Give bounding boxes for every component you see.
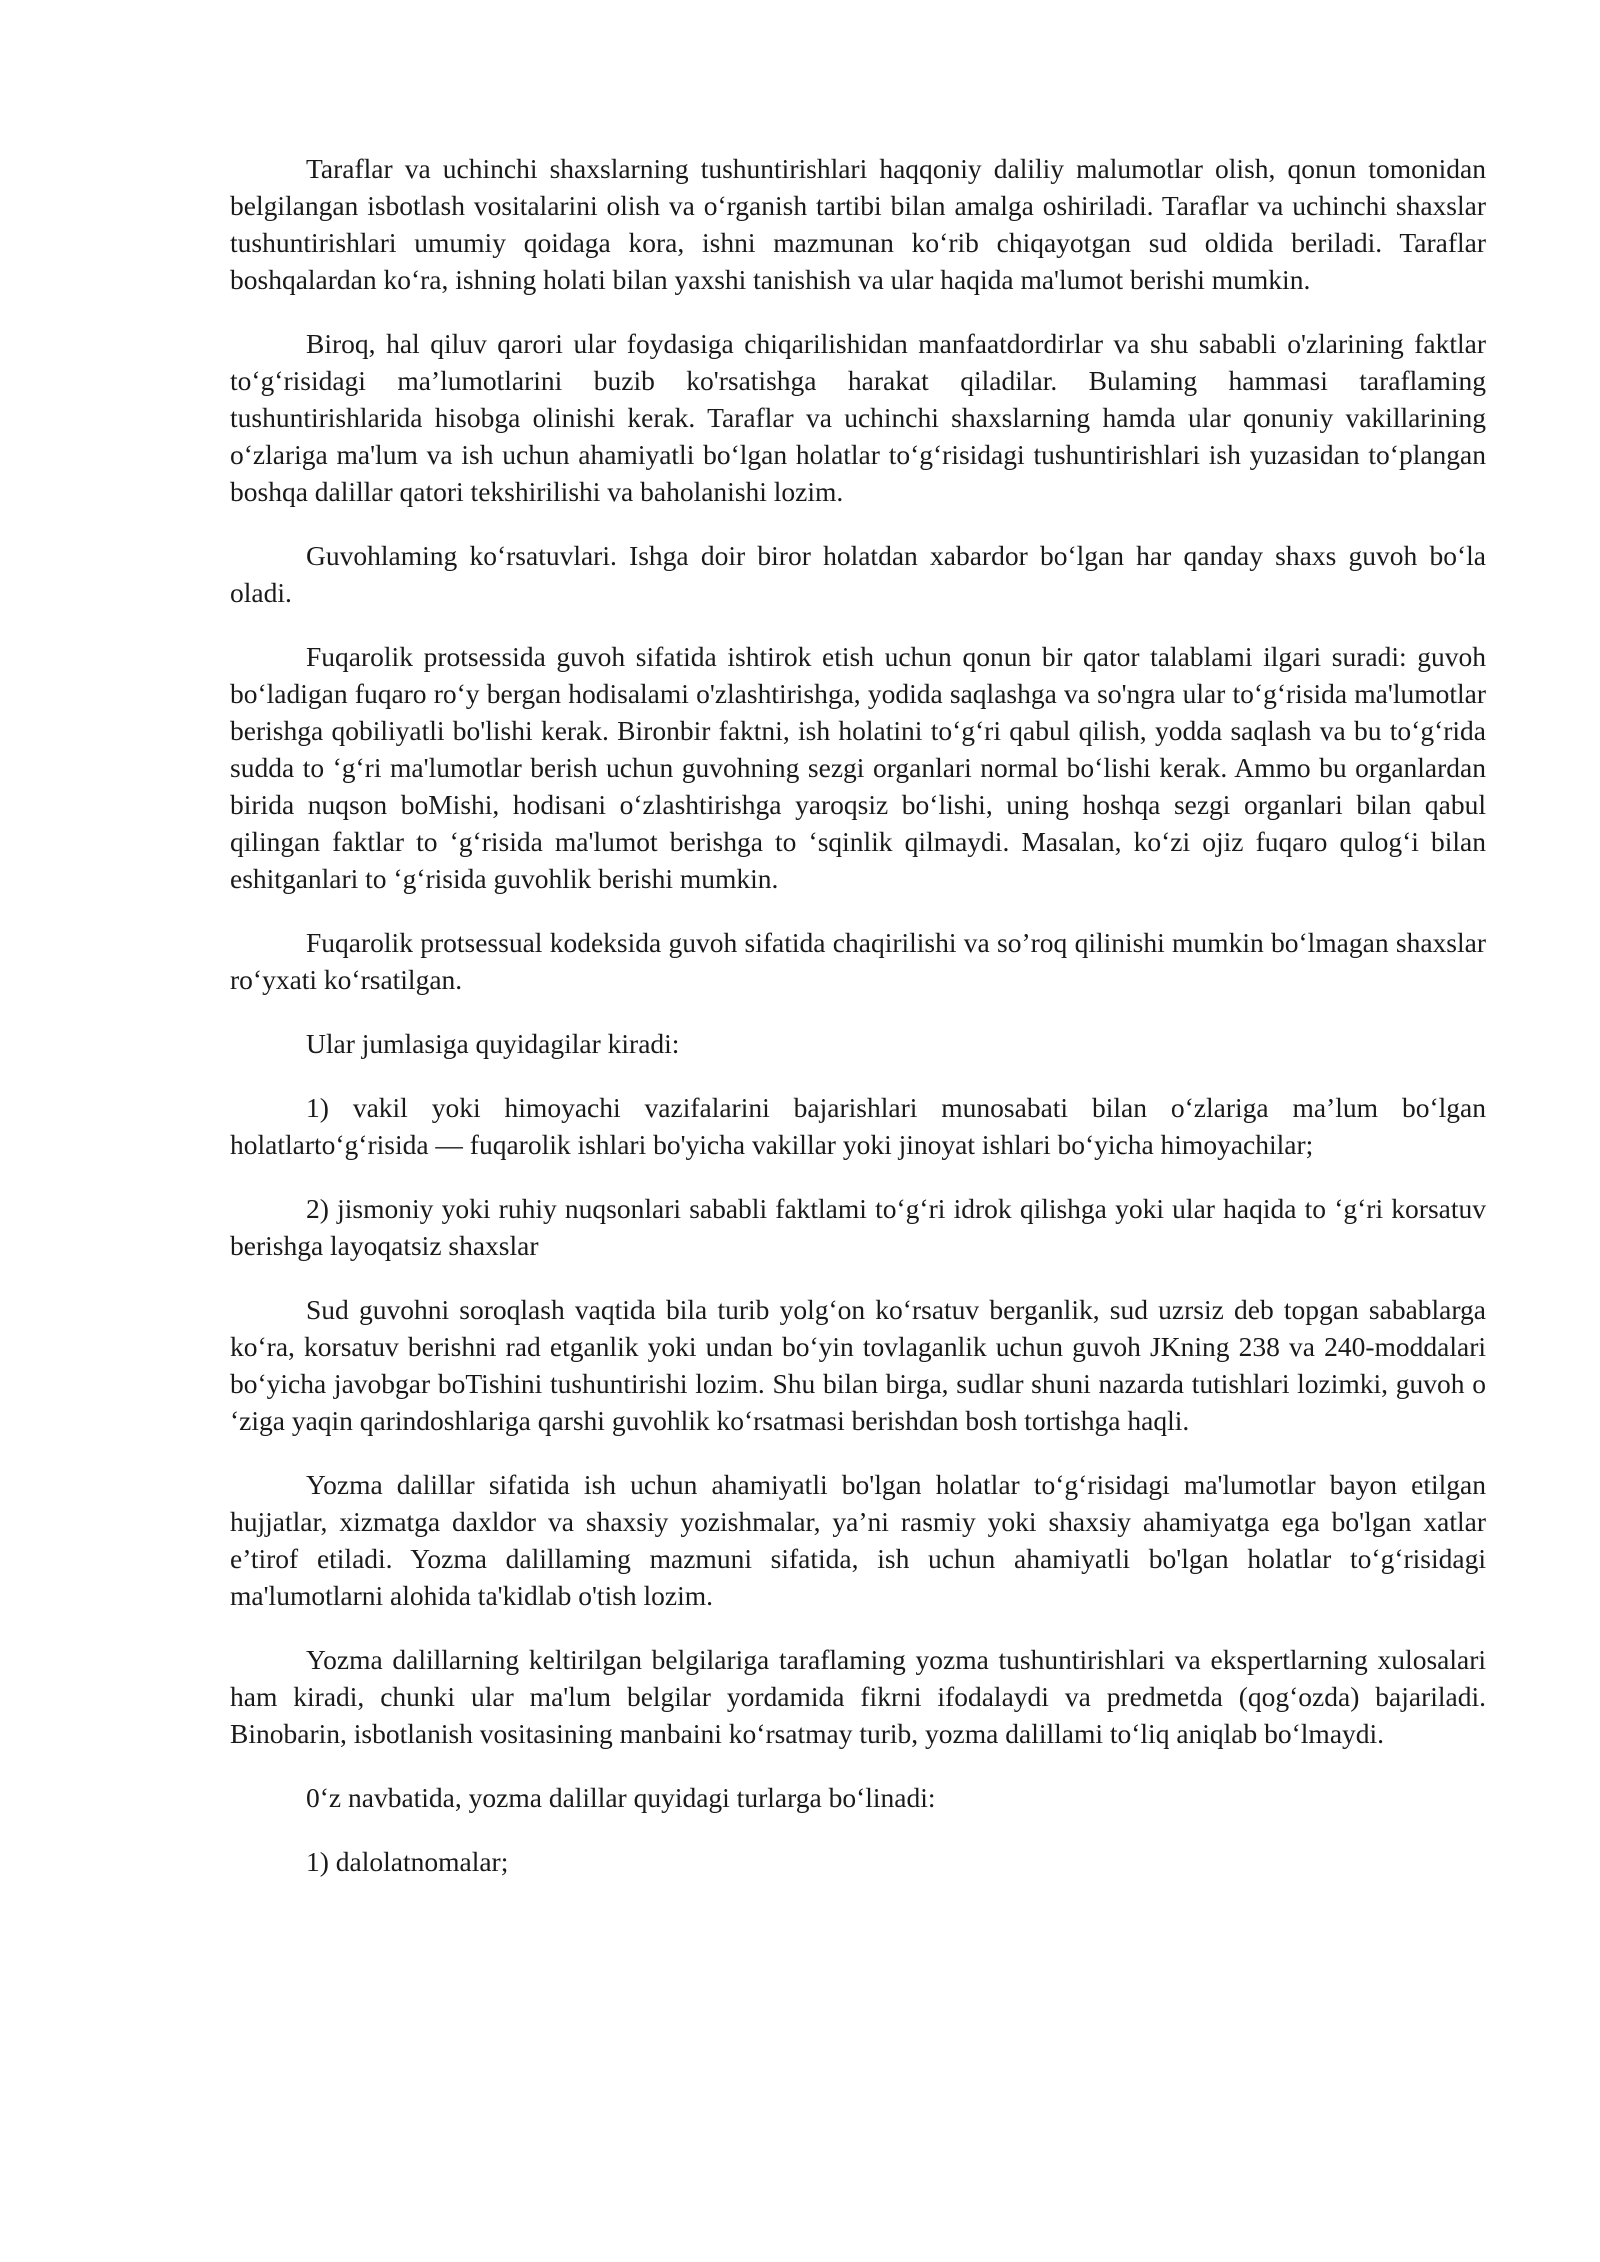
paragraph-witness-parties-explanations: Taraflar va uchinchi shaxslarning tushuntirishlari haqqoniy daliliy malumotlar olish, qonun tomonidan belgilangan isbotlash vositalarini olish va o‘rganish tartibi bilan amalga oshiriladi. Taraflar va uchinchi shaxslar tushuntirishlari umumiy qoidaga kora, ishni mazmunan ko‘rib chiqayotgan sud oldida beriladi. Taraflar boshqalardan ko‘ra, ishning holati bilan yaxshi tanishish va ular haqida ma'lumot berishi mumkin. [230,153,1486,295]
paragraph-written-evidence: Yozma dalillar sifatida ish uchun ahamiyatli bo'lgan holatlar to‘g‘risidagi ma'lumotlar bayon etilgan hujjatlar, xizmatga daxldor va shaxsiy yozishmalar, ya’ni rasmiy yoki shaxsiy ahamiyatga ega bo'lgan xatlar e’tirof etiladi. Yozma dalillaming mazmuni sifatida, ish uchun ahamiyatli bo'lgan holatlar to‘g‘risidagi ma'lumotlarni alohida ta'kidlab o'tish lozim. [230,1469,1486,1611]
paragraph-witness-requirements: Fuqarolik protsessida guvoh sifatida ishtirok etish uchun qonun bir qator talablami ilgari suradi: guvoh bo‘ladigan fuqaro ro‘y bergan hodisalami o'zlashtirishga, yodida saqlashga va so'ngra ular to‘g‘risida ma'lumotlar berishga qobiliyatli bo'lishi kerak. Bironbir faktni, ish holatini to‘g‘ri qabul qilish, yodda saqlash va bu to‘g‘rida sudda to ‘g‘ri ma'lumotlar berish uchun guvohning sezgi organlari normal bo‘lishi kerak. Ammo bu organlardan birida nuqson boMishi, hodisani o‘zlashtirishga yaroqsiz bo‘lishi, uning hoshqa sezgi organlari bilan qabul qilingan faktlar to ‘g‘risida ma'lumot berishga to ‘sqinlik qilmaydi. Masalan, ko‘zi ojiz fuqaro qulog‘i bilan eshitganlari to ‘g‘risida guvohlik berishi mumkin. [230,641,1486,894]
document-page [230,150,1486,1907]
paragraph-excluded-witnesses: Fuqarolik protsessual kodeksida guvoh sifatida chaqirilishi va so’roq qilinishi mumkin bo‘lmagan shaxslar ro‘yxati ko‘rsatilgan. [230,927,1486,995]
paragraph-witness-testimony-heading: Guvohlaming ko‘rsatuvlari. Ishga doir biror holatdan xabardor bo‘lgan har qanday shaxs guvoh bo‘la oladi. [230,540,1486,608]
list-item-incapable-persons: 2) jismoniy yoki ruhiy nuqsonlari sababli faktlami to‘g‘ri idrok qilishga yoki ular haqida to ‘g‘ri korsatuv berishga layoqatsiz shaxslar [230,1193,1486,1261]
list-item-representatives: 1) vakil yoki himoyachi vazifalarini bajarishlari munosabati bilan o‘zlariga ma’lum bo‘lgan holatlarto‘g‘risida — fuqarolik ishlari bo'yicha vakillar yoki jinoyat ishlari bo‘yicha himoyachilar; [230,1092,1486,1160]
paragraph-witness-liability: Sud guvohni soroqlash vaqtida bila turib yolg‘on ko‘rsatuv berganlik, sud uzrsiz deb topgan sabablarga ko‘ra, korsatuv berishni rad etganlik yoki undan bo‘yin tovlaganlik uchun guvoh JKning 238 va 240-moddalari bo‘yicha javobgar boTishini tushuntirishi lozim. Shu bilan birga, sudlar shuni nazarda tutishlari lozimki, guvoh o ‘ziga yaqin qarindoshlariga qarshi guvohlik ko‘rsatmasi berishdan bosh tortishga haqli. [230,1294,1486,1436]
paragraph-evidence-types-intro: 0‘z navbatida, yozma dalillar quyidagi turlarga bo‘linadi: [306,1782,936,1813]
list-item-acts: 1) dalolatnomalar; [306,1846,509,1877]
paragraph-interested-parties: Biroq, hal qiluv qarori ular foydasiga chiqarilishidan manfaatdordirlar va shu sababli o'zlarining faktlar to‘g‘risidagi ma’lumotlarini buzib ko'rsatishga harakat qiladilar. Bulaming hammasi taraflaming tushuntirishlarida hisobga olinishi kerak. Taraflar va uchinchi shaxslarning hamda ular qonuniy vakillarining o‘zlariga ma'lum va ish uchun ahamiyatli bo‘lgan holatlar to‘g‘risidagi tushuntirishlari ish yuzasidan to‘plangan boshqa dalillar qatori tekshirilishi va baholanishi lozim. [230,328,1486,507]
paragraph-written-evidence-features: Yozma dalillarning keltirilgan belgilariga taraflaming yozma tushuntirishlari va ekspertlarning xulosalari ham kiradi, chunki ular ma'lum belgilar yordamida fikrni ifodalaydi va predmetda (qog‘ozda) bajariladi. Binobarin, isbotlanish vositasining manbaini ko‘rsatmay turib, yozma dalillami to‘liq aniqlab bo‘lmaydi. [230,1644,1486,1749]
paragraph-list-intro: Ular jumlasiga quyidagilar kiradi: [306,1028,680,1059]
